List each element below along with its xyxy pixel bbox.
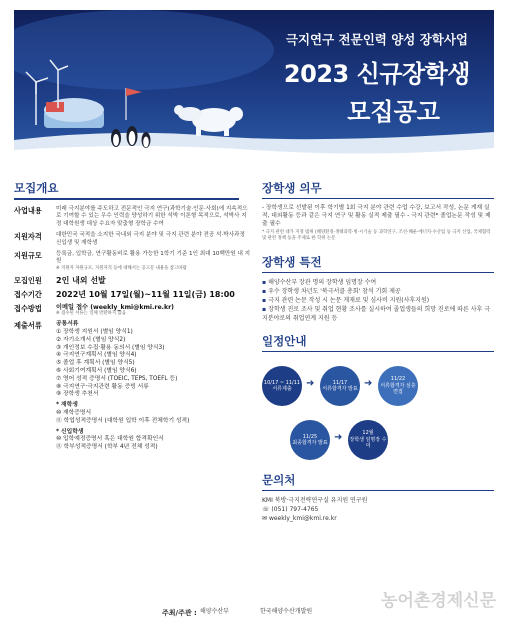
schedule-flow <box>262 358 494 468</box>
arrow-icon: ➜ <box>364 378 373 389</box>
business-row <box>14 206 252 228</box>
recruit-row <box>14 276 252 286</box>
doc-item: ② 자기소개서 (별임 양식2) <box>56 336 126 343</box>
docs-common: 공통서류 <box>56 321 79 328</box>
duty-title: 장학생 의무 <box>262 180 494 199</box>
doc-item: ⑨ 장학생 추천서 <box>56 391 99 398</box>
overview-section <box>14 180 252 456</box>
hero-subtitle: 극지연구 전문인력 양성 장학사업 <box>285 32 468 47</box>
doc-item: ⑩ 재학증명서 <box>56 410 92 417</box>
schedule-step: 10/17 ~ 11/11 서류제출 <box>262 366 302 406</box>
doc-item: ④ 극지연구계획서 (별임 양식4) <box>56 352 137 359</box>
target-label: 지원자격 <box>14 232 42 242</box>
method-row <box>14 304 252 317</box>
doc-item: ⑤ 졸업 후 계획서 (별임 양식5) <box>56 360 135 367</box>
benefit-title: 장학생 특전 <box>262 254 494 273</box>
doc-item: ① 장학생 지원서 (별임 양식1) <box>56 329 133 336</box>
footer-org-kmi: 한국해양수산개발원 <box>260 608 313 615</box>
poster <box>14 10 494 622</box>
doc-item: ⑩ 입학예정증명서 혹은 대학원 합격확인서 <box>56 436 164 443</box>
docs-enrolled: * 재학생 <box>56 402 78 409</box>
email-icon: ✉ <box>262 515 269 522</box>
contact-email[interactable]: weekly_kmi@kmi.re.kr <box>268 515 337 522</box>
watermark: 농어촌경제신문 <box>381 591 496 611</box>
duty-note: * 극지 관련 대가 지정 범위 (해양환경·생태과학·빙·시기술 등 과학연구, 조선·해운·에너지·수산업 등 극지 산업, 국제협력 및 관련 정책 등을 주제로 한 학위 논문 <box>262 230 491 241</box>
duty-text: - 장학생으로 선발된 이후 학기별 1회 극지 분야 관련 수업 수강, 보고서 작성, 논문 게재 실적, 대외활동 등과 같은 극지 연구 및 활동 실적 제출 필수 - 극지 관련* 졸업논문 작성 및 제출 필수 <box>262 205 491 227</box>
arrow-icon: ➜ <box>334 432 343 443</box>
overview-title: 모집개요 <box>14 180 239 200</box>
recruit-label: 모집인원 <box>14 275 42 285</box>
method-note: ※ 접수된 서류는 일체 반환하지 않음 <box>56 311 127 317</box>
contact-title: 문의처 <box>262 472 494 491</box>
phone-icon: ☏ <box>262 506 272 513</box>
schedule-step: 11/17 서류합격자 발표 <box>320 366 360 406</box>
docs-new: * 신입학생 <box>56 428 84 435</box>
recruit-text: 2인 내외 선발 <box>56 275 106 285</box>
scale-text: 등록금, 입학금, 연구활동비로 활용 가능한 1학기 기준 1인 최대 10백만원 내 지원 <box>56 251 251 265</box>
benefit-item: ▪ 우수 장학생 차년도 '북극서클 총회' 참석 기회 제공 <box>262 288 401 295</box>
period-row <box>14 290 252 300</box>
hero-main-title: 모집공고 <box>347 98 440 126</box>
contact-phone[interactable]: (051) 797-4765 <box>271 506 319 513</box>
arrow-icon: ➜ <box>306 378 315 389</box>
doc-item: ⑪ 학업성적증명서 (대학원 입학 이후 전체학기 성적) <box>56 417 190 424</box>
business-label: 사업내용 <box>14 206 42 215</box>
doc-item: ③ 개인정보 수집·활용 동의서 (별임 양식3) <box>56 344 165 351</box>
benefit-item: ▪ 해양수산부 장관 명의 장학생 임명장 수여 <box>262 279 377 286</box>
info-column <box>262 180 494 523</box>
method-label: 접수방법 <box>14 303 42 313</box>
business-text: 미래 극지분야를 주도하고 전문적인 극지 연구(과학기술·인문·사회)에 지속적으로 기여할 수 있는 우수 인력을 양성하기 위한 석박 이론형 목적으로, 석박사 지정 대학원생 대상 수요자 맞춤형 장학금 수여 <box>56 206 248 227</box>
period-text: 2022년 10월 17일(월)~11월 11일(금) 18:00 <box>56 289 235 299</box>
footer-host-label: 주최/주관 : <box>162 609 197 617</box>
schedule-title: 일정안내 <box>262 333 494 352</box>
doc-item: ⑧ 극지연구·극지관련 활동 증빙 서류 <box>56 383 149 390</box>
hero-banner <box>14 10 494 160</box>
contact-email-row <box>262 514 494 523</box>
schedule-step: 12월 장학생 임명장 수여 <box>348 420 388 460</box>
doc-item: ⑪ 학부성적증명서 (학부 4년 전체 성적) <box>56 444 158 451</box>
period-label: 접수기간 <box>14 289 42 299</box>
benefit-item: ▪ 극지 관련 논문 작성 시 논문 게재료 및 심사비 지원(사후지원) <box>262 297 430 304</box>
doc-item: ⑦ 영어 성적 증명서 (TOEIC, TEPS, TOEFL 등) <box>56 375 178 382</box>
scale-row <box>14 251 252 272</box>
doc-item: ⑥ 사회기여계획서 (별임 양식6) <box>56 368 137 375</box>
footer-org-mof: 해양수산부 <box>200 608 229 615</box>
docs-row <box>14 321 252 452</box>
schedule-step: 11/25 최종합격자 발표 <box>290 420 330 460</box>
target-text: 대한민국 국적을 소지한 국내외 극지 분야 및 극지 관련 분야 전공 석·박사과정 신입생 및 재학생 <box>56 232 245 246</box>
hero-year-title: 2023 신규장학생 <box>283 60 470 88</box>
scale-note: ※ 지원자 자원규모, 지원자격 등에 대해서는 공고문 내용을 참고바람 <box>56 265 187 271</box>
schedule-step: 11/22 서류합격자 심층면접 <box>378 366 418 406</box>
target-row <box>14 232 252 247</box>
scale-label: 지원규모 <box>14 251 42 261</box>
contact-phone-row <box>262 505 494 514</box>
contact-org: KMI 북방·극지전략연구실 유지원 연구원 <box>262 497 368 504</box>
method-text: 이메일 접수 (weekly_kmi@kmi.re.kr) <box>56 303 174 311</box>
docs-label: 제출서류 <box>14 321 42 331</box>
benefit-item: ▪ 장학생 진로 조사 및 취업 현황 조사를 실시하여 졸업생들의 희망 진로에 따른 사후 극지분야로의 취업연계 지원 등 <box>262 306 491 322</box>
